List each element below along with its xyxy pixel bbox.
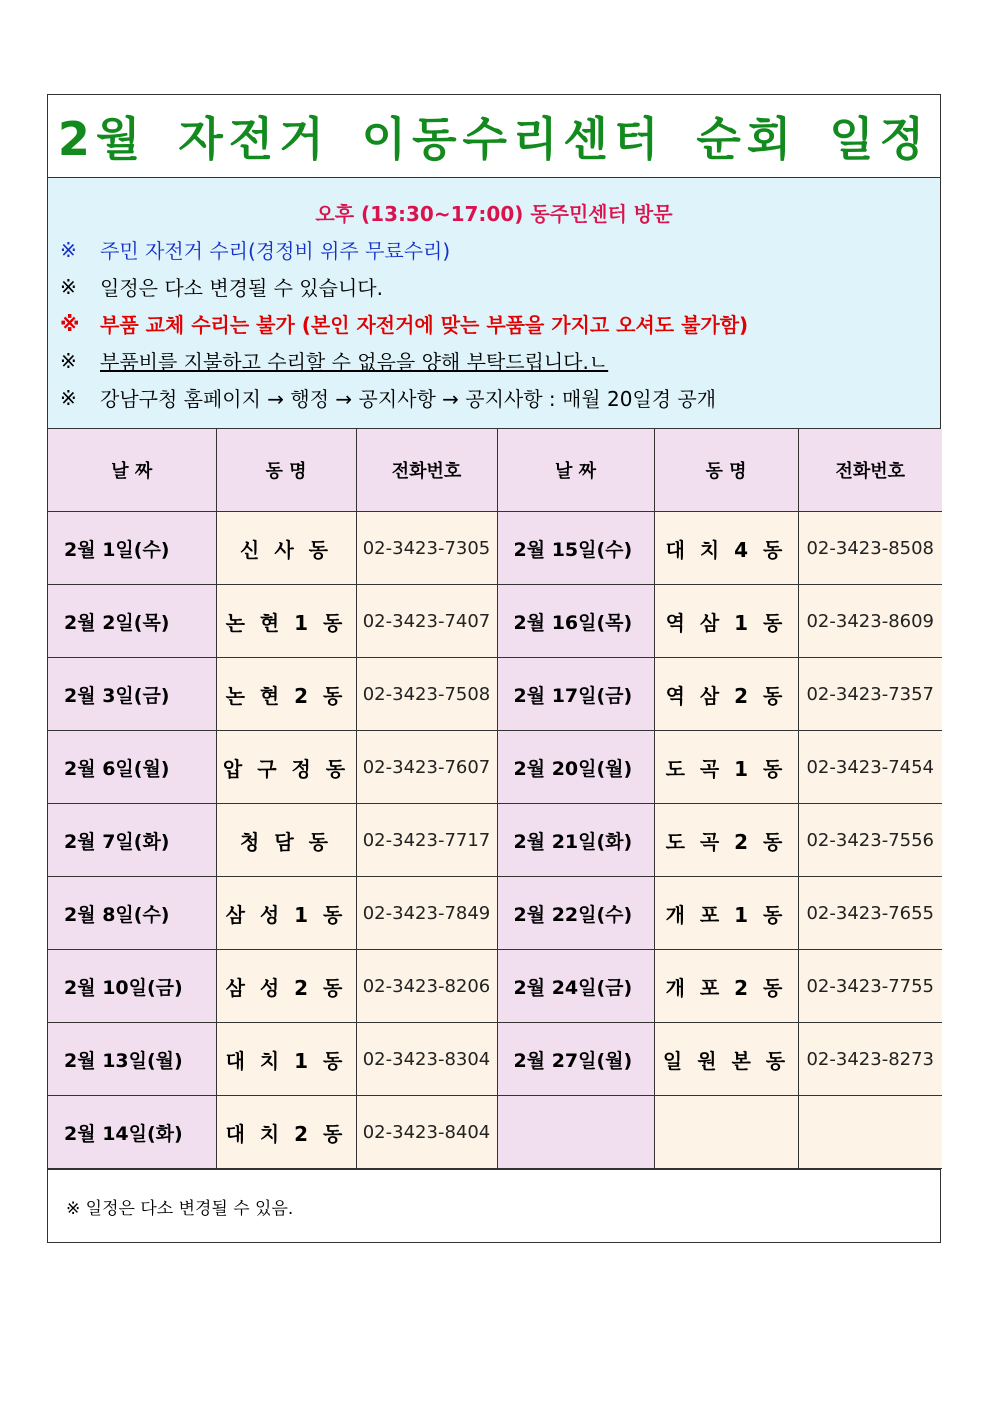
notice-line: [48, 231, 940, 268]
header-date: 날 짜: [48, 429, 216, 512]
phone-cell: 02-3423-7357: [798, 658, 942, 731]
notice-box: [48, 178, 940, 429]
notice-line-text: 부품비를 지불하고 수리할 수 없음을 양해 부탁드립니다.ㄴ: [100, 350, 609, 374]
schedule-table: [48, 429, 942, 1169]
dong-cell: 역 삼 2 동: [654, 658, 798, 731]
date-cell: 2월 14일(화): [48, 1096, 216, 1169]
dong-cell: 도 곡 1 동: [654, 731, 798, 804]
dong-cell: 삼 성 1 동: [216, 877, 356, 950]
footer-note: ※ 일정은 다소 변경될 수 있음.: [48, 1169, 940, 1242]
phone-cell: 02-3423-7556: [798, 804, 942, 877]
dong-cell: 대 치 2 동: [216, 1096, 356, 1169]
page-title: 2월 자전거 이동수리센터 순회 일정: [57, 112, 931, 166]
date-cell: 2월 13일(월): [48, 1023, 216, 1096]
date-cell: 2월 1일(수): [48, 512, 216, 585]
phone-cell: 02-3423-7755: [798, 950, 942, 1023]
date-cell: 2월 15일(수): [497, 512, 654, 585]
date-cell: 2월 16일(목): [497, 585, 654, 658]
dong-cell: 논 현 2 동: [216, 658, 356, 731]
empty-cell: [654, 1096, 798, 1169]
table-row: [48, 804, 942, 877]
date-cell: 2월 17일(금): [497, 658, 654, 731]
phone-cell: 02-3423-7655: [798, 877, 942, 950]
reference-mark-icon: ※: [60, 274, 77, 299]
empty-cell: [497, 1096, 654, 1169]
notice-line: [48, 305, 940, 342]
table-row: [48, 1023, 942, 1096]
date-cell: 2월 22일(수): [497, 877, 654, 950]
schedule-document: [47, 94, 941, 1243]
phone-cell: 02-3423-8609: [798, 585, 942, 658]
phone-cell: 02-3423-7849: [356, 877, 497, 950]
date-cell: 2월 10일(금): [48, 950, 216, 1023]
phone-cell: 02-3423-7607: [356, 731, 497, 804]
dong-cell: 삼 성 2 동: [216, 950, 356, 1023]
phone-cell: 02-3423-7717: [356, 804, 497, 877]
notice-line-text: 일정은 다소 변경될 수 있습니다.: [100, 276, 383, 300]
header-dong: 동 명: [216, 429, 356, 512]
title-bar: [48, 95, 940, 178]
notice-line-text: 주민 자전거 수리(경정비 위주 무료수리): [100, 239, 451, 263]
phone-cell: 02-3423-8273: [798, 1023, 942, 1096]
reference-mark-icon: ※: [60, 311, 80, 336]
date-cell: 2월 20일(월): [497, 731, 654, 804]
phone-cell: 02-3423-8404: [356, 1096, 497, 1169]
date-cell: 2월 24일(금): [497, 950, 654, 1023]
dong-cell: 도 곡 2 동: [654, 804, 798, 877]
notice-line-text: 강남구청 홈페이지 → 행정 → 공지사항 → 공지사항 : 매월 20일경 공개: [100, 387, 717, 411]
date-cell: 2월 3일(금): [48, 658, 216, 731]
dong-cell: 청 담 동: [216, 804, 356, 877]
phone-cell: 02-3423-7407: [356, 585, 497, 658]
reference-mark-icon: ※: [60, 385, 77, 410]
dong-cell: 대 치 1 동: [216, 1023, 356, 1096]
phone-cell: 02-3423-7508: [356, 658, 497, 731]
dong-cell: 논 현 1 동: [216, 585, 356, 658]
notice-line: [48, 342, 940, 379]
header-dong: 동 명: [654, 429, 798, 512]
table-row: [48, 1096, 942, 1169]
header-date: 날 짜: [497, 429, 654, 512]
date-cell: 2월 8일(수): [48, 877, 216, 950]
date-cell: 2월 2일(목): [48, 585, 216, 658]
dong-cell: 역 삼 1 동: [654, 585, 798, 658]
dong-cell: 개 포 2 동: [654, 950, 798, 1023]
table-row: [48, 585, 942, 658]
phone-cell: 02-3423-8206: [356, 950, 497, 1023]
reference-mark-icon: ※: [60, 237, 77, 262]
table-row: [48, 950, 942, 1023]
dong-cell: 일 원 본 동: [654, 1023, 798, 1096]
phone-cell: 02-3423-7305: [356, 512, 497, 585]
table-header-row: [48, 429, 942, 512]
dong-cell: 대 치 4 동: [654, 512, 798, 585]
date-cell: 2월 6일(월): [48, 731, 216, 804]
table-row: [48, 512, 942, 585]
reference-mark-icon: ※: [60, 348, 77, 373]
phone-cell: 02-3423-8304: [356, 1023, 497, 1096]
header-phone: 전화번호: [798, 429, 942, 512]
table-row: [48, 731, 942, 804]
date-cell: 2월 7일(화): [48, 804, 216, 877]
header-phone: 전화번호: [356, 429, 497, 512]
date-cell: 2월 21일(화): [497, 804, 654, 877]
phone-cell: 02-3423-8508: [798, 512, 942, 585]
table-row: [48, 658, 942, 731]
empty-cell: [798, 1096, 942, 1169]
dong-cell: 압 구 정 동: [216, 731, 356, 804]
table-row: [48, 877, 942, 950]
date-cell: 2월 27일(월): [497, 1023, 654, 1096]
notice-line: [48, 268, 940, 305]
notice-line-text: 부품 교체 수리는 불가 (본인 자전거에 맞는 부품을 가지고 오셔도 불가함): [100, 313, 749, 337]
notice-header: 오후 (13:30~17:00) 동주민센터 방문: [315, 202, 673, 226]
notice-line: [48, 379, 940, 416]
phone-cell: 02-3423-7454: [798, 731, 942, 804]
dong-cell: 개 포 1 동: [654, 877, 798, 950]
dong-cell: 신 사 동: [216, 512, 356, 585]
